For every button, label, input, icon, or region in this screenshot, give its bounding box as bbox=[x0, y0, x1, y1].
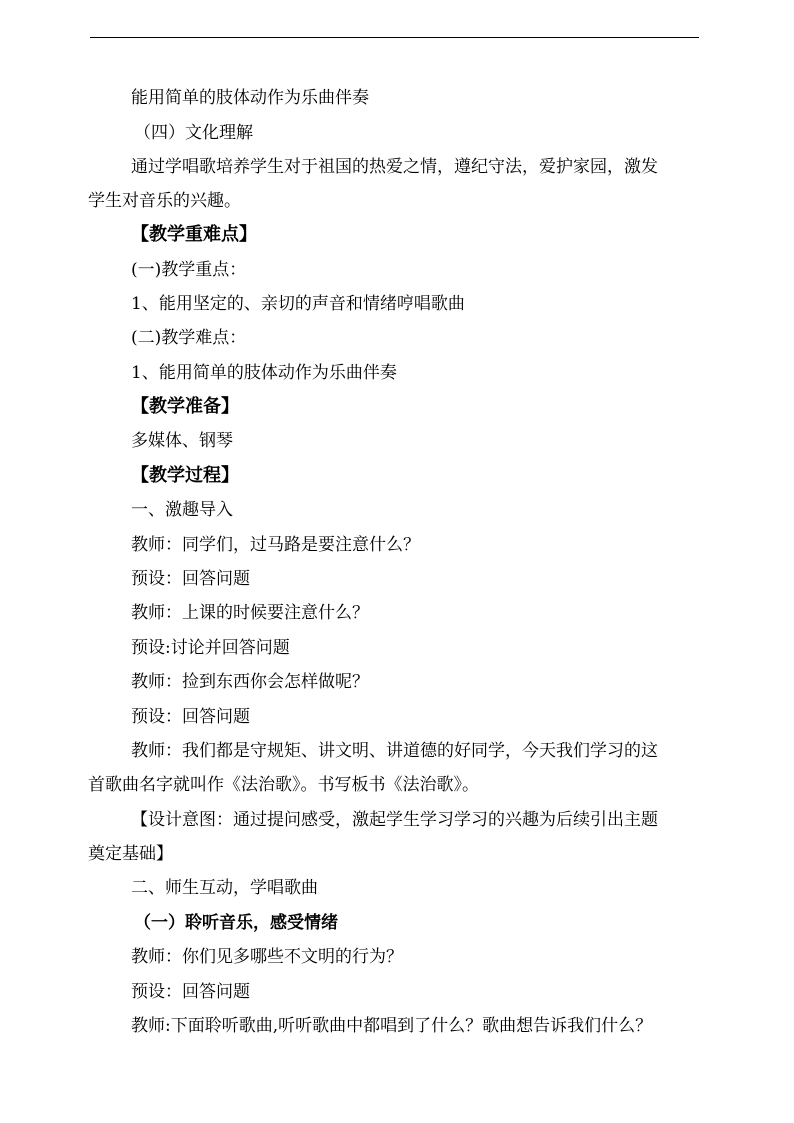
section-title: 【教学重难点】 bbox=[131, 224, 257, 245]
text-line: (一)教学重点： bbox=[131, 260, 247, 280]
subsection-title: （一）聆听音乐，感受情绪 bbox=[134, 913, 338, 933]
text-line: 二、师生互动，学唱歌曲 bbox=[131, 878, 318, 898]
text-line: 首歌曲名字就叫作《法治歌》。书写板书《法治歌》。 bbox=[88, 775, 479, 795]
text-line: 能用简单的肢体动作为乐曲伴奏 bbox=[131, 88, 369, 108]
text-line: 预设：回答问题 bbox=[131, 707, 250, 727]
section-heading: （四）文化理解 bbox=[134, 123, 253, 143]
text-line: 1、能用坚定的、亲切的声音和情绪哼唱歌曲 bbox=[131, 294, 465, 314]
text-line: 多媒体、钢琴 bbox=[131, 431, 233, 451]
text-line: 【设计意图：通过提问感受，激起学生学习学习的兴趣为后续引出主题 bbox=[131, 810, 658, 830]
text-line: 1、能用简单的肢体动作为乐曲伴奏 bbox=[131, 363, 397, 383]
text-line: 预设：回答问题 bbox=[131, 569, 250, 589]
header-rule bbox=[90, 37, 699, 38]
section-title: 【教学准备】 bbox=[131, 396, 239, 417]
text-line: 通过学唱歌培养学生对于祖国的热爱之情，遵纪守法，爱护家园，激发 bbox=[131, 157, 658, 177]
text-line: 教师：捡到东西你会怎样做呢？ bbox=[131, 672, 369, 692]
text-line: 预设:讨论并回答问题 bbox=[131, 638, 290, 658]
text-line: (二)教学难点： bbox=[131, 328, 247, 348]
section-title: 【教学过程】 bbox=[131, 465, 239, 486]
text-line: 预设：回答问题 bbox=[131, 982, 250, 1002]
text-line: 教师：你们见多哪些不文明的行为？ bbox=[131, 947, 403, 967]
text-line: 奠定基础】 bbox=[88, 844, 173, 864]
text-line: 教师：上课的时候要注意什么？ bbox=[131, 603, 369, 623]
text-line: 教师：我们都是守规矩、讲文明、讲道德的好同学，今天我们学习的这 bbox=[131, 741, 658, 761]
text-line: 教师：同学们，过马路是要注意什么？ bbox=[131, 535, 420, 555]
text-line: 教师:下面聆听歌曲,听听歌曲中都唱到了什么？歌曲想告诉我们什么？ bbox=[131, 1016, 653, 1036]
text-line: 一、激趣导入 bbox=[131, 500, 233, 520]
text-line: 学生对音乐的兴趣。 bbox=[88, 191, 241, 211]
